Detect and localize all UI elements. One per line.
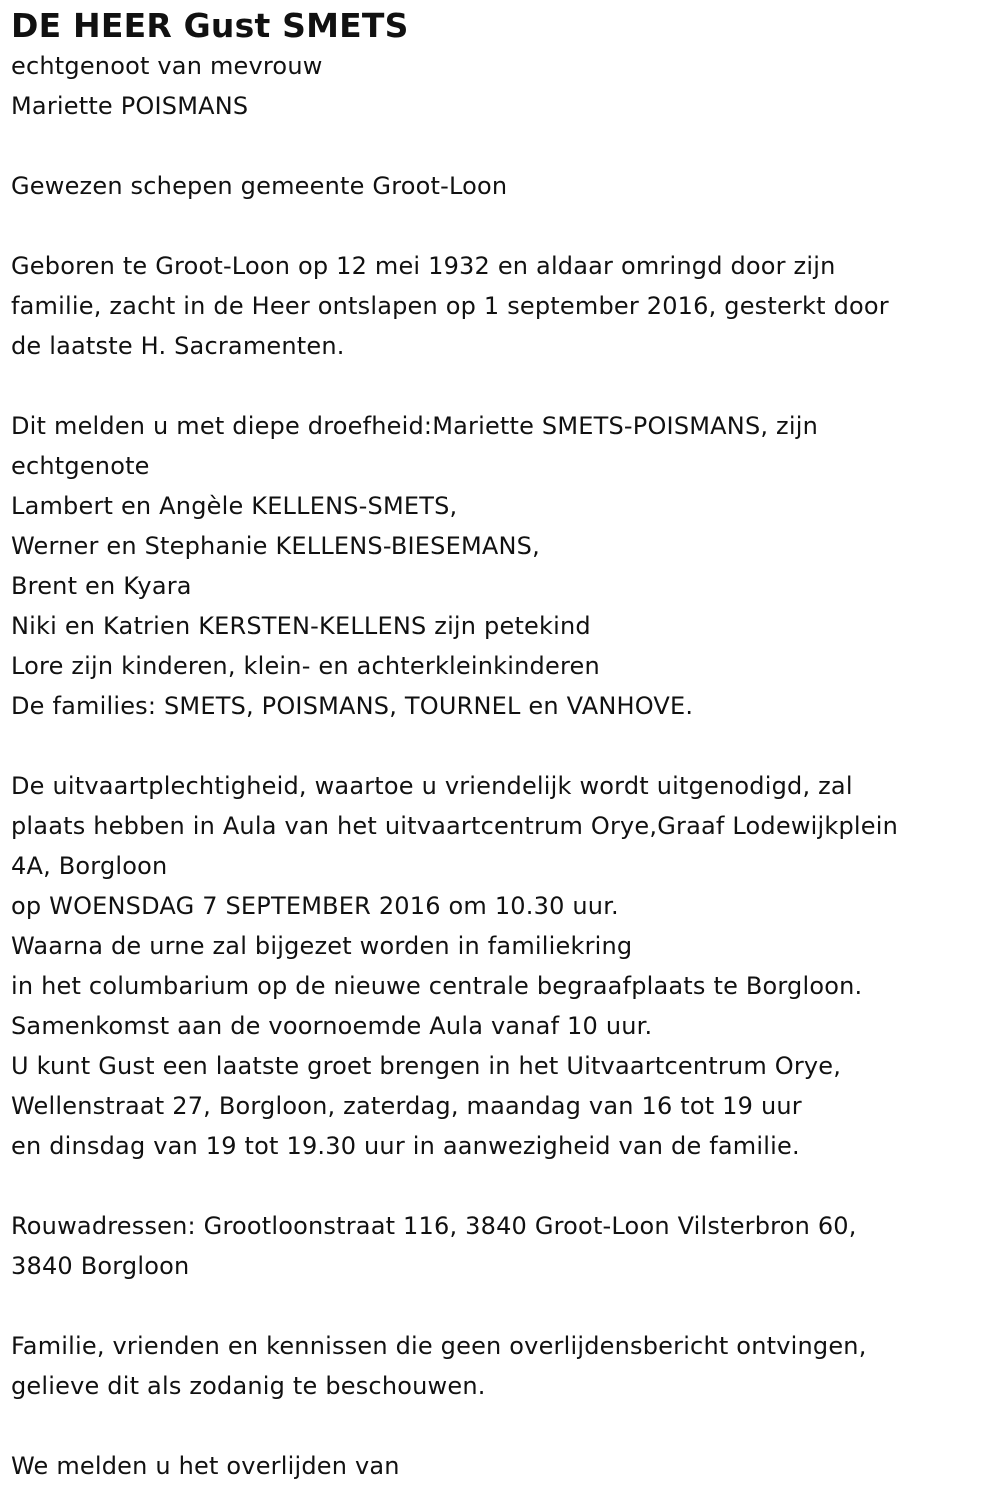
deceased-title: DE HEER Gust SMETS: [11, 6, 409, 45]
spouse-line-2: Mariette POISMANS: [11, 92, 249, 120]
family-line: echtgenote: [11, 452, 150, 480]
ceremony-line: Samenkomst aan de voornoemde Aula vanaf 10 uur.: [11, 1012, 653, 1040]
function-line: Gewezen schepen gemeente Groot-Loon: [11, 172, 508, 200]
closing-line: We melden u het overlijden van: [11, 1452, 400, 1480]
spacer: [11, 1166, 991, 1206]
ceremony-line: U kunt Gust een laatste groet brengen in het Uitvaartcentrum Orye,: [11, 1052, 842, 1080]
birth-death-line: familie, zacht in de Heer ontslapen op 1 september 2016, gesterkt door: [11, 292, 889, 320]
notice-line: gelieve dit als zodanig te beschouwen.: [11, 1372, 486, 1400]
spouse-line-1: echtgenoot van mevrouw: [11, 52, 323, 80]
ceremony-line: Wellenstraat 27, Borgloon, zaterdag, maandag van 16 tot 19 uur: [11, 1092, 802, 1120]
spacer: [11, 366, 991, 406]
family-line: Werner en Stephanie KELLENS-BIESEMANS,: [11, 532, 540, 560]
ceremony-line: in het columbarium op de nieuwe centrale begraafplaats te Borgloon.: [11, 972, 863, 1000]
address-line: 3840 Borgloon: [11, 1252, 190, 1280]
birth-death-line: de laatste H. Sacramenten.: [11, 332, 345, 360]
address-line: Rouwadressen: Grootloonstraat 116, 3840 Groot-Loon Vilsterbron 60,: [11, 1212, 857, 1240]
ceremony-line: plaats hebben in Aula van het uitvaartcentrum Orye,Graaf Lodewijkplein: [11, 812, 899, 840]
obituary-notice: [11, 0, 991, 1486]
obituary-body: [11, 46, 991, 1486]
family-line: Lore zijn kinderen, klein- en achterkleinkinderen: [11, 652, 600, 680]
family-line: Niki en Katrien KERSTEN-KELLENS zijn petekind: [11, 612, 591, 640]
spacer: [11, 206, 991, 246]
spacer: [11, 726, 991, 766]
family-line: Dit melden u met diepe droefheid:Mariette SMETS-POISMANS, zijn: [11, 412, 818, 440]
family-line: De families: SMETS, POISMANS, TOURNEL en VANHOVE.: [11, 692, 694, 720]
spacer: [11, 1286, 991, 1326]
ceremony-line: 4A, Borgloon: [11, 852, 168, 880]
family-line: Brent en Kyara: [11, 572, 192, 600]
ceremony-line: op WOENSDAG 7 SEPTEMBER 2016 om 10.30 uur.: [11, 892, 619, 920]
spacer: [11, 126, 991, 166]
spacer: [11, 1406, 991, 1446]
notice-line: Familie, vrienden en kennissen die geen overlijdensbericht ontvingen,: [11, 1332, 867, 1360]
ceremony-line: en dinsdag van 19 tot 19.30 uur in aanwezigheid van de familie.: [11, 1132, 800, 1160]
family-line: Lambert en Angèle KELLENS-SMETS,: [11, 492, 458, 520]
ceremony-line: De uitvaartplechtigheid, waartoe u vriendelijk wordt uitgenodigd, zal: [11, 772, 853, 800]
birth-death-line: Geboren te Groot-Loon op 12 mei 1932 en aldaar omringd door zijn: [11, 252, 836, 280]
ceremony-line: Waarna de urne zal bijgezet worden in familiekring: [11, 932, 633, 960]
